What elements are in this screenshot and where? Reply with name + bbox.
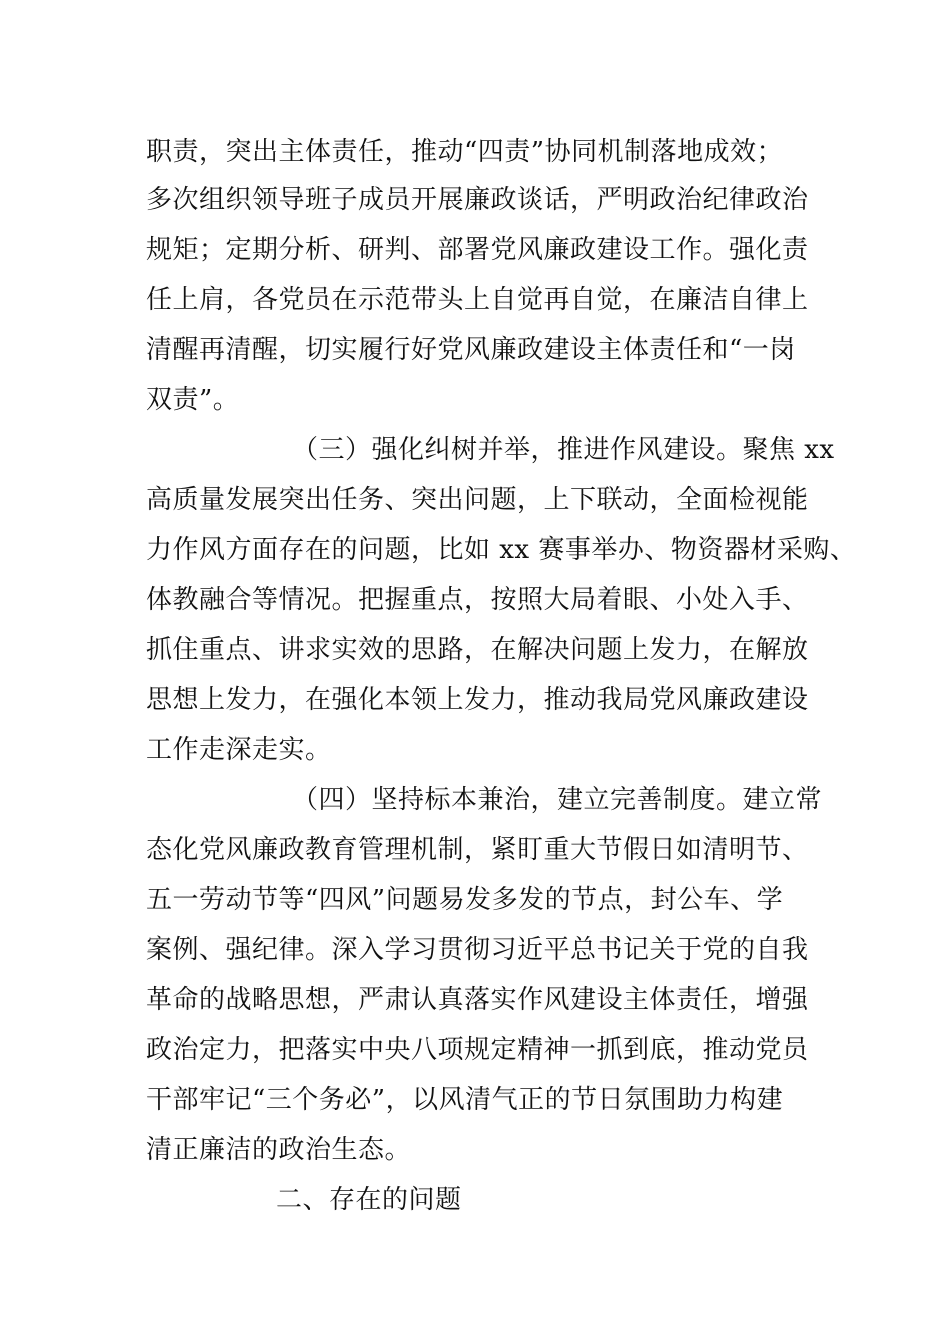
- paragraph-line: 干部牢记“三个务必”，以风清气正的节日氛围助力构建: [146, 1085, 784, 1115]
- paragraph-line: 政治定力，把落实中央八项规定精神一抓到底，推动党员: [146, 1035, 809, 1065]
- paragraph-line: 清醒再清醒，切实履行好党风廉政建设主体责任和“一岗: [146, 335, 796, 365]
- paragraph-line: 案例、强纪律。深入学习贯彻习近平总书记关于党的自我: [146, 935, 809, 965]
- paragraph-line: 态化党风廉政教育管理机制，紧盯重大节假日如清明节、: [146, 835, 809, 865]
- paragraph-line: 抓住重点、讲求实效的思路，在解决问题上发力，在解放: [146, 635, 809, 665]
- paragraph-line: 职责，突出主体责任，推动“四责”协同机制落地成效；: [146, 137, 784, 167]
- paragraph-line: 双责”。: [146, 385, 240, 415]
- paragraph-line: 工作走深走实。: [146, 735, 332, 765]
- paragraph-line: 任上肩，各党员在示范带头上自觉再自觉，在廉洁自律上: [146, 285, 809, 315]
- paragraph-line: 清正廉洁的政治生态。: [146, 1135, 412, 1165]
- paragraph-line: 力作风方面存在的问题，比如 xx 赛事举办、物资器材采购、: [146, 535, 857, 565]
- paragraph-line: 五一劳动节等“四风”问题易发多发的节点，封公车、学: [146, 885, 784, 915]
- paragraph-line: 高质量发展突出任务、突出问题，上下联动，全面检视能: [146, 485, 809, 515]
- paragraph-line: 多次组织领导班子成员开展廉政谈话，严明政治纪律政治: [146, 185, 809, 215]
- subsection-3-heading-line: （三）强化纠树并举，推进作风建设。聚焦 xx: [292, 435, 835, 465]
- section-heading: 二、存在的问题: [276, 1185, 462, 1215]
- paragraph-line: 革命的战略思想，严肃认真落实作风建设主体责任，增强: [146, 985, 809, 1015]
- subsection-4-heading-line: （四）坚持标本兼治，建立完善制度。建立常: [292, 785, 823, 815]
- paragraph-line: 规矩；定期分析、研判、部署党风廉政建设工作。强化责: [146, 235, 809, 265]
- paragraph-line: 体教融合等情况。把握重点，按照大局着眼、小处入手、: [146, 585, 809, 615]
- paragraph-line: 思想上发力，在强化本领上发力，推动我局党风廉政建设: [146, 685, 809, 715]
